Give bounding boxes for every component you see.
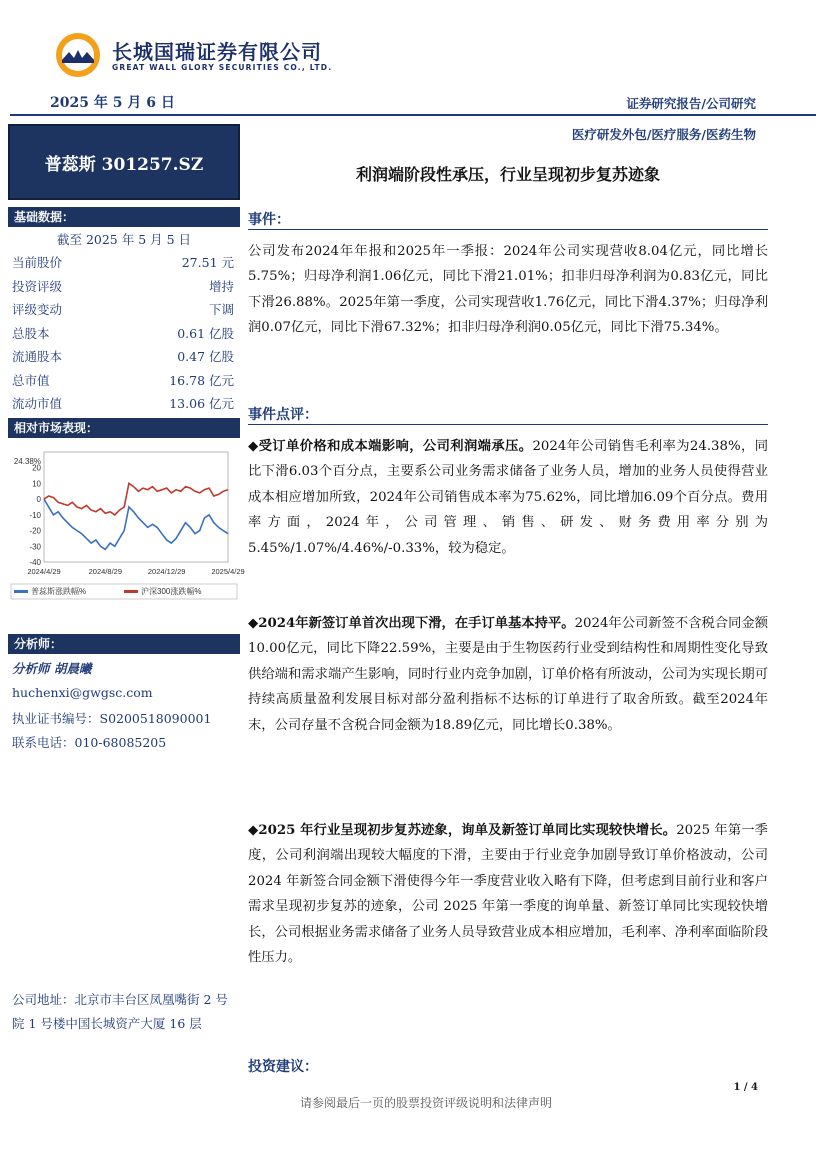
- series-line-stock: [44, 499, 228, 549]
- header-divider: [10, 114, 816, 116]
- basic-data-value: 27.51 元: [181, 255, 234, 270]
- comment-underline: [248, 424, 768, 425]
- basic-data-label: 流动市值: [12, 396, 63, 411]
- industry-label: 医疗研发外包/医疗服务/医药生物: [571, 127, 756, 142]
- basic-data-row: [12, 345, 234, 367]
- y-tick-label: 10: [32, 479, 41, 489]
- basic-data-label: 投资评级: [12, 278, 63, 294]
- footer-disclaimer[interactable]: 请参阅最后一页的股票投资评级说明和法律声明: [299, 1096, 552, 1110]
- analyst-heading: 分析师：: [8, 634, 240, 654]
- basic-data-label: 流通股本: [12, 349, 63, 364]
- market-performance-heading: 相对市场表现：: [8, 418, 240, 438]
- relative-performance-chart: [10, 444, 245, 600]
- report-type: 证券研究报告/公司研究: [626, 96, 756, 111]
- basic-data-value: 16.78 亿元: [169, 372, 234, 388]
- paragraph-margin-heading: ◆受订单价格和成本端影响，公司利润端承压。: [248, 439, 533, 454]
- company-logo: [55, 32, 101, 78]
- paragraph-recovery: [248, 818, 768, 970]
- page-number: 1 / 4: [733, 1082, 758, 1093]
- analyst-email[interactable]: huchenxi@gwgsc.com: [12, 685, 153, 700]
- legend-label: 普蕊斯涨跌幅%: [31, 587, 87, 596]
- report-headline: 利润端阶段性承压，行业呈现初步复苏迹象: [355, 165, 660, 184]
- basic-data-value: 增持: [208, 278, 234, 294]
- event-title: 事件：: [248, 212, 290, 228]
- x-tick-label: 2024/8/29: [88, 567, 123, 576]
- paragraph-margin-text: 2024年公司销售毛利率为24.38%，同比下滑6.03个百分点，主要系公司业务需求储备了业务人员，增加的业务人员使得营业成本相应增加所致，2024年公司销售成本率为75.62%，同比增加6.09个百分点。费用率方面，2024年，公司管理、销售、研发、财务费用率分别为5.45%/1.07%/4.46%/-0.33%，较为稳定。: [248, 439, 768, 556]
- legend-swatch: [124, 590, 138, 593]
- company-name-cn: 长城国瑞证券有限公司: [112, 40, 322, 64]
- comment-title: 事件点评：: [248, 407, 318, 423]
- chart-plot-frame: [44, 452, 228, 562]
- basic-data-row: [12, 298, 234, 320]
- basic-data-value: 0.61 亿股: [177, 325, 234, 341]
- analyst-license: 执业证书编号：S0200518090001: [12, 711, 212, 726]
- y-tick-label: 24.38%: [13, 456, 41, 466]
- paragraph-recovery-text: 2025 年第一季度，公司利润端出现较大幅度的下滑，主要由于行业竞争加剧导致订单价格波动，公司 2024 年新签合同金额下滑使得今年一季度营业收入略有下降，但考虑到目前行业和客户需求呈现初步复苏的迹象，公司 2025 年第一季度的询单量、新签订单同比实现较快增长，公司根据业务需求储备了业务人员导致营业成本相应增加，毛利率、净利率面临阶段性压力。: [248, 823, 768, 966]
- report-date: 2025 年 5 月 6 日: [50, 95, 175, 111]
- basic-data-heading: 基础数据：: [8, 207, 240, 227]
- stock-title: 普蕊斯 301257.SZ: [44, 155, 204, 175]
- analyst-phone: 联系电话：010-68085205: [12, 735, 167, 750]
- investment-title: 投资建议：: [248, 1059, 318, 1075]
- y-tick-label: -40: [29, 558, 41, 567]
- y-tick-label: -30: [29, 542, 41, 552]
- paragraph-recovery-heading: ◆2025 年行业呈现初步复苏迹象，询单及新签订单同比实现较快增长。: [248, 823, 677, 838]
- company-name-en: GREAT WALL GLORY SECURITIES CO., LTD.: [112, 63, 333, 72]
- x-tick-label: 2024/4/29: [27, 567, 61, 576]
- legend-label: 沪深300涨跌幅%: [141, 587, 202, 596]
- basic-data-value: 13.06 亿元: [169, 396, 234, 411]
- basic-data-label: 当前股价: [12, 255, 63, 270]
- basic-data-label: 总市值: [12, 372, 50, 388]
- basic-data-row: [12, 392, 234, 414]
- paragraph-margin: [248, 434, 768, 561]
- analyst-name: 分析师 胡晨曦: [12, 661, 92, 676]
- basic-data-value: 0.47 亿股: [177, 349, 234, 364]
- company-address: 公司地址：北京市丰台区凤凰嘴街 2 号院 1 号楼中国长城资产大厦 16 层: [12, 992, 228, 1031]
- basic-data-label: 总股本: [12, 325, 50, 341]
- y-tick-label: 20: [32, 463, 41, 473]
- event-underline: [248, 229, 768, 230]
- basic-data-value: 下调: [208, 302, 234, 317]
- paragraph-orders-heading: ◆2024年新签订单首次出现下滑，在手订单基本持平。: [248, 616, 575, 631]
- basic-data-row: [12, 369, 234, 391]
- y-tick-label: 0: [36, 495, 41, 505]
- basic-data-row: [12, 275, 234, 297]
- basic-data-row: [12, 251, 234, 273]
- as-of-date: 截至 2025 年 5 月 5 日: [56, 232, 192, 247]
- basic-data-row: [12, 322, 234, 344]
- y-tick-label: -10: [29, 510, 41, 520]
- paragraph-orders-text: 2024年公司新签不含税合同金额10.00亿元，同比下降22.59%，主要是由于生物医药行业受到结构性和周期性变化导致供给端和需求端产生影响，同时行业内竞争加剧，订单价格有所波动，公司为实现长期可持续高质量盈利发展目标对部分盈利指标不达标的订单进行了取舍所致。截至2024年末，公司存量不含税合同金额为18.89亿元，同比增长0.38%。: [248, 616, 769, 733]
- x-tick-label: 2025/4/29: [211, 567, 245, 576]
- paragraph-orders: [248, 611, 768, 738]
- basic-data-label: 评级变动: [12, 302, 63, 317]
- y-tick-label: -20: [29, 526, 41, 536]
- legend-swatch: [14, 590, 28, 593]
- series-line-index: [44, 483, 228, 515]
- x-tick-label: 2024/12/29: [147, 567, 186, 576]
- event-text: 公司发布2024年年报和2025年一季报：2024年公司实现营收8.04亿元，同比增长5.75%；归母净利润1.06亿元，同比下滑21.01%；扣非归母净利润为0.83亿元，同比下滑26.88%。2025年第一季度，公司实现营收1.76亿元，同比下滑4.37%；归母净利润0.07亿元，同比下滑67.32%；扣非归母净利润0.05亿元，同比下滑75.34%。: [248, 244, 768, 336]
